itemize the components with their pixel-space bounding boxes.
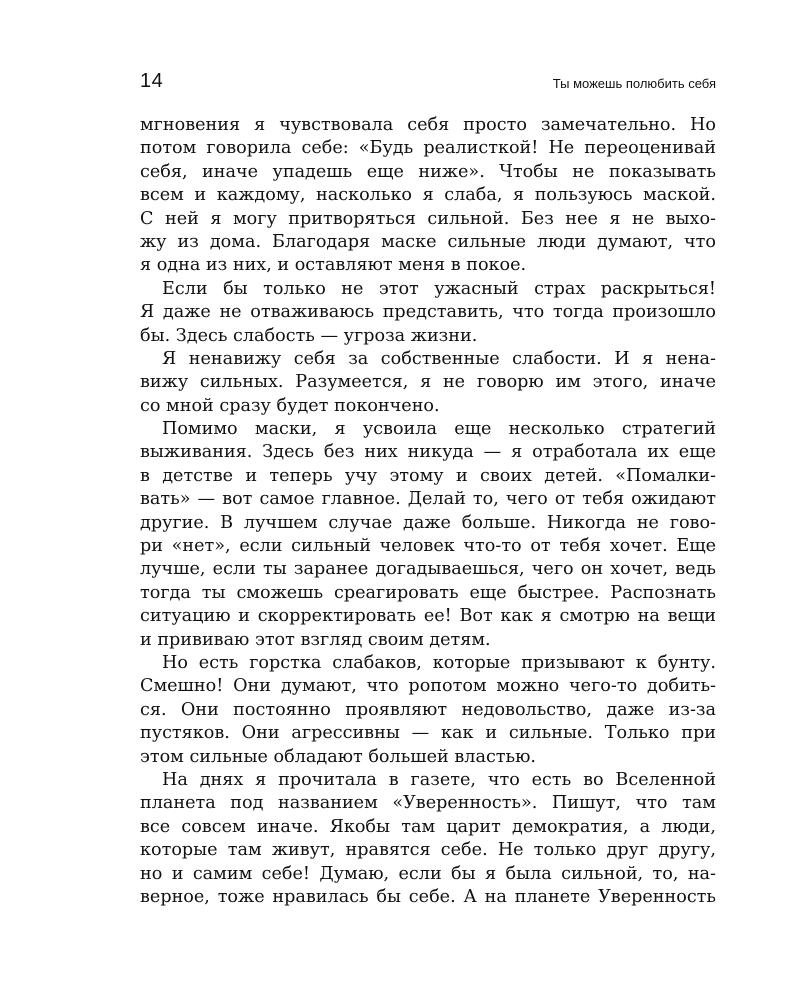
text-line: и прививаю этот взгляд своим детям. [140, 629, 491, 650]
text-line: планета под названием «Уверенность». Пишут, что там [140, 793, 716, 814]
text-line: ситуацию и скорректировать ее! Вот как я смотрю на вещи [140, 606, 716, 627]
text-line: Помимо маски, я усвоила еще несколько стратегий [162, 419, 716, 440]
text-line: которые там живут, нравятся себе. Не только друг другу, [140, 840, 716, 861]
text-line: С ней я могу притворяться сильной. Без нее я не выхо- [140, 208, 716, 229]
page-header [140, 70, 716, 100]
text-line: все совсем иначе. Якобы там царит демократия, а люди, [140, 816, 716, 837]
text-line: вать» — вот самое главное. Делай то, чего от тебя ожидают [140, 489, 716, 510]
text-line: но и самим себе! Думаю, если бы я была сильной, то, на- [140, 863, 716, 884]
text-line: я одна из них, и оставляют меня в покое. [140, 255, 527, 276]
body-text [140, 114, 716, 909]
text-line: Я ненавижу себя за собственные слабости. И я нена- [162, 348, 716, 369]
text-line: пустяков. Они агрессивны — как и сильные. Только при [140, 723, 716, 744]
text-line: выживания. Здесь без них никуда — я отработала их еще [140, 442, 716, 463]
text-line: жу из дома. Благодаря маске сильные люди думают, что [140, 231, 716, 252]
text-line: ри «нет», если сильный человек что-то от тебя хочет. Еще [140, 536, 716, 557]
text-line: Но есть горстка слабаков, которые призывают к бунту. [162, 652, 716, 673]
text-line: в детстве и теперь учу этому и своих детей. «Помалки- [140, 465, 716, 486]
text-line: этом сильные обладают большей властью. [140, 746, 537, 767]
text-line: другие. В лучшем случае даже больше. Никогда не гово- [140, 512, 716, 533]
text-line: бы. Здесь слабость — угроза жизни. [140, 325, 478, 346]
text-line: потом говорила себе: «Будь реалисткой! Не переоценивай [140, 138, 716, 159]
text-line: верное, тоже нравилась бы себе. А на планете Уверенность [140, 886, 716, 907]
text-line: Смешно! Они думают, что ропотом можно чего-то добить- [140, 676, 716, 697]
text-line: Я даже не отваживаюсь представить, что тогда произошло [140, 302, 716, 323]
text-line: всем и каждому, насколько я слаба, я пользуюсь маской. [140, 185, 716, 206]
text-line: мгновения я чувствовала себя просто замечательно. Но [140, 115, 716, 135]
text-line: тогда ты сможешь среагировать еще быстрее. Распознать [140, 582, 716, 603]
text-line: со мной сразу будет покончено. [140, 395, 440, 416]
text-line: Если бы только не этот ужасный страх раскрыться! [162, 278, 716, 299]
text-line: себя, иначе упадешь еще ниже». Чтобы не показывать [140, 161, 716, 182]
text-line: ся. Они постоянно проявляют недовольство, даже из-за [140, 699, 716, 720]
text-line: вижу сильных. Разумеется, я не говорю им этого, иначе [140, 372, 716, 393]
text-line: На днях я прочитала в газете, что есть во Вселенной [162, 769, 716, 790]
text-line: лучше, если ты заранее догадываешься, чего он хочет, ведь [140, 559, 716, 580]
running-title: Ты можешь полюбить себя [552, 76, 716, 91]
page-number: 14 [140, 70, 164, 92]
